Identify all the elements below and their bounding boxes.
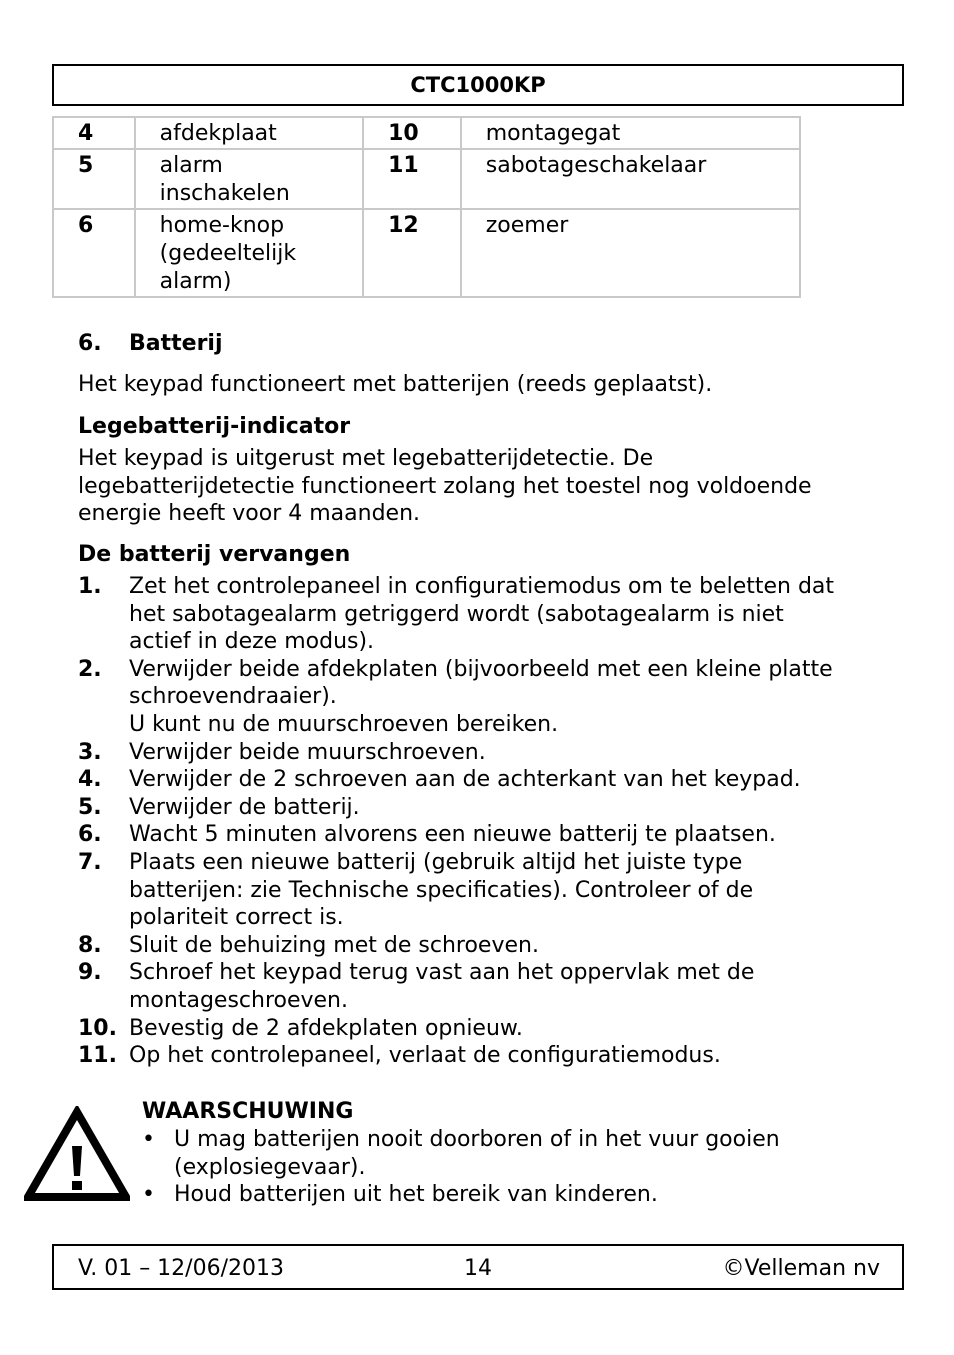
parts-table [52, 116, 801, 298]
step-line: Verwijder de 2 schroeven aan de achterkant van het keypad. [129, 767, 801, 793]
paragraph-line: legebatterijdetectie functioneert zolang het toestel nog voldoende [78, 473, 812, 499]
step-text [129, 573, 878, 656]
step-line: U kunt nu de muurschroeven bereiken. [129, 711, 559, 737]
document-title: CTC1000KP [410, 73, 546, 97]
part-number: 10 [363, 117, 461, 149]
replace-heading: De batterij vervangen [78, 542, 351, 567]
warning-line: Houd batterijen uit het bereik van kinderen. [174, 1182, 658, 1208]
section-title: Batterij [129, 331, 223, 356]
footer-page-number: 14 [464, 1256, 492, 1281]
step-line: Wacht 5 minuten alvorens een nieuwe batterij te plaatsen. [129, 822, 776, 848]
steps-list [78, 573, 878, 1070]
step-line: Zet het controlepaneel in configuratiemodus om te beletten dat [129, 574, 835, 599]
step-line: Verwijder de batterij. [129, 794, 360, 820]
list-item [78, 573, 878, 656]
table-row [53, 209, 800, 297]
warning-item [142, 1181, 862, 1209]
step-line: Verwijder beide afdekplaten (bijvoorbeeld met een kleine platte [129, 656, 833, 682]
step-line: actief in deze modus). [129, 629, 375, 655]
warning-triangle-icon [24, 1106, 130, 1202]
table-row [53, 117, 800, 149]
step-number: 11. [78, 1043, 117, 1069]
part-number: 6 [53, 209, 135, 297]
warning-list [142, 1126, 862, 1209]
bullet-icon: • [142, 1127, 155, 1152]
part-number: 12 [363, 209, 461, 297]
step-text [129, 766, 878, 794]
footer-copyright: ©Velleman nv [722, 1256, 880, 1281]
step-text [129, 656, 878, 739]
step-number: 8. [78, 932, 102, 958]
bullet-icon: • [142, 1182, 155, 1208]
step-text [129, 821, 878, 849]
page-header [52, 64, 904, 106]
warning-line: (explosiegevaar). [174, 1154, 366, 1180]
step-line: Verwijder beide muurschroeven. [129, 739, 486, 765]
paragraph-line: energie heeft voor 4 maanden. [78, 501, 421, 527]
step-text [129, 849, 878, 932]
part-label: home-knop (gedeeltelijk alarm) [135, 209, 363, 297]
step-number: 5. [78, 794, 102, 820]
warning-text [174, 1181, 658, 1209]
table-row [53, 149, 800, 209]
part-number: 5 [53, 149, 135, 209]
footer-version: V. 01 – 12/06/2013 [78, 1256, 284, 1281]
step-number: 4. [78, 767, 102, 793]
list-item [78, 739, 878, 767]
warning-title: WAARSCHUWING [142, 1099, 354, 1124]
step-number: 9. [78, 960, 102, 986]
step-line: Sluit de behuizing met de schroeven. [129, 932, 539, 958]
warning-line: U mag batterijen nooit doorboren of in het vuur gooien [174, 1127, 780, 1152]
list-item [78, 932, 878, 960]
step-line: montageschroeven. [129, 987, 348, 1013]
list-item [78, 1015, 878, 1043]
page-footer [52, 1244, 904, 1290]
step-line: schroevendraaier). [129, 684, 337, 710]
step-text [129, 739, 878, 767]
step-line: Bevestig de 2 afdekplaten opnieuw. [129, 1015, 523, 1041]
step-number: 1. [78, 574, 102, 599]
step-line: Schroef het keypad terug vast aan het oppervlak met de [129, 960, 755, 986]
list-item [78, 656, 878, 739]
part-number: 4 [53, 117, 135, 149]
warning-text [174, 1126, 780, 1181]
step-text [129, 932, 878, 960]
warning-item [142, 1126, 862, 1181]
part-label: afdekplaat [135, 117, 363, 149]
list-item [78, 849, 878, 932]
step-number: 2. [78, 656, 102, 682]
step-line: Plaats een nieuwe batterij (gebruik altijd het juiste type [129, 849, 743, 875]
list-item [78, 1042, 878, 1070]
step-number: 3. [78, 739, 102, 765]
step-number: 10. [78, 1015, 117, 1041]
part-label: zoemer [461, 209, 800, 297]
section-number: 6. [78, 331, 102, 356]
part-label: alarm inschakelen [135, 149, 363, 209]
list-item [78, 959, 878, 1014]
part-label: montagegat [461, 117, 800, 149]
step-line: batterijen: zie Technische specificaties). Controleer of de [129, 877, 754, 903]
part-number: 11 [363, 149, 461, 209]
list-item [78, 794, 878, 822]
step-number: 6. [78, 822, 102, 848]
paragraph-line: Het keypad is uitgerust met legebatterijdetectie. De [78, 446, 654, 471]
intro-text: Het keypad functioneert met batterijen (reeds geplaatst). [78, 372, 713, 397]
step-text [129, 959, 878, 1014]
step-line: Op het controlepaneel, verlaat de configuratiemodus. [129, 1043, 721, 1069]
low-battery-heading: Legebatterij-indicator [78, 414, 351, 439]
list-item [78, 821, 878, 849]
step-line: polariteit correct is. [129, 905, 344, 931]
low-battery-paragraph [78, 445, 812, 528]
step-text [129, 1015, 878, 1043]
step-text [129, 1042, 878, 1070]
step-line: het sabotagealarm getriggerd wordt (sabotagealarm is niet [129, 601, 784, 627]
step-text [129, 794, 878, 822]
list-item [78, 766, 878, 794]
part-label: sabotageschakelaar [461, 149, 800, 209]
step-number: 7. [78, 849, 102, 875]
